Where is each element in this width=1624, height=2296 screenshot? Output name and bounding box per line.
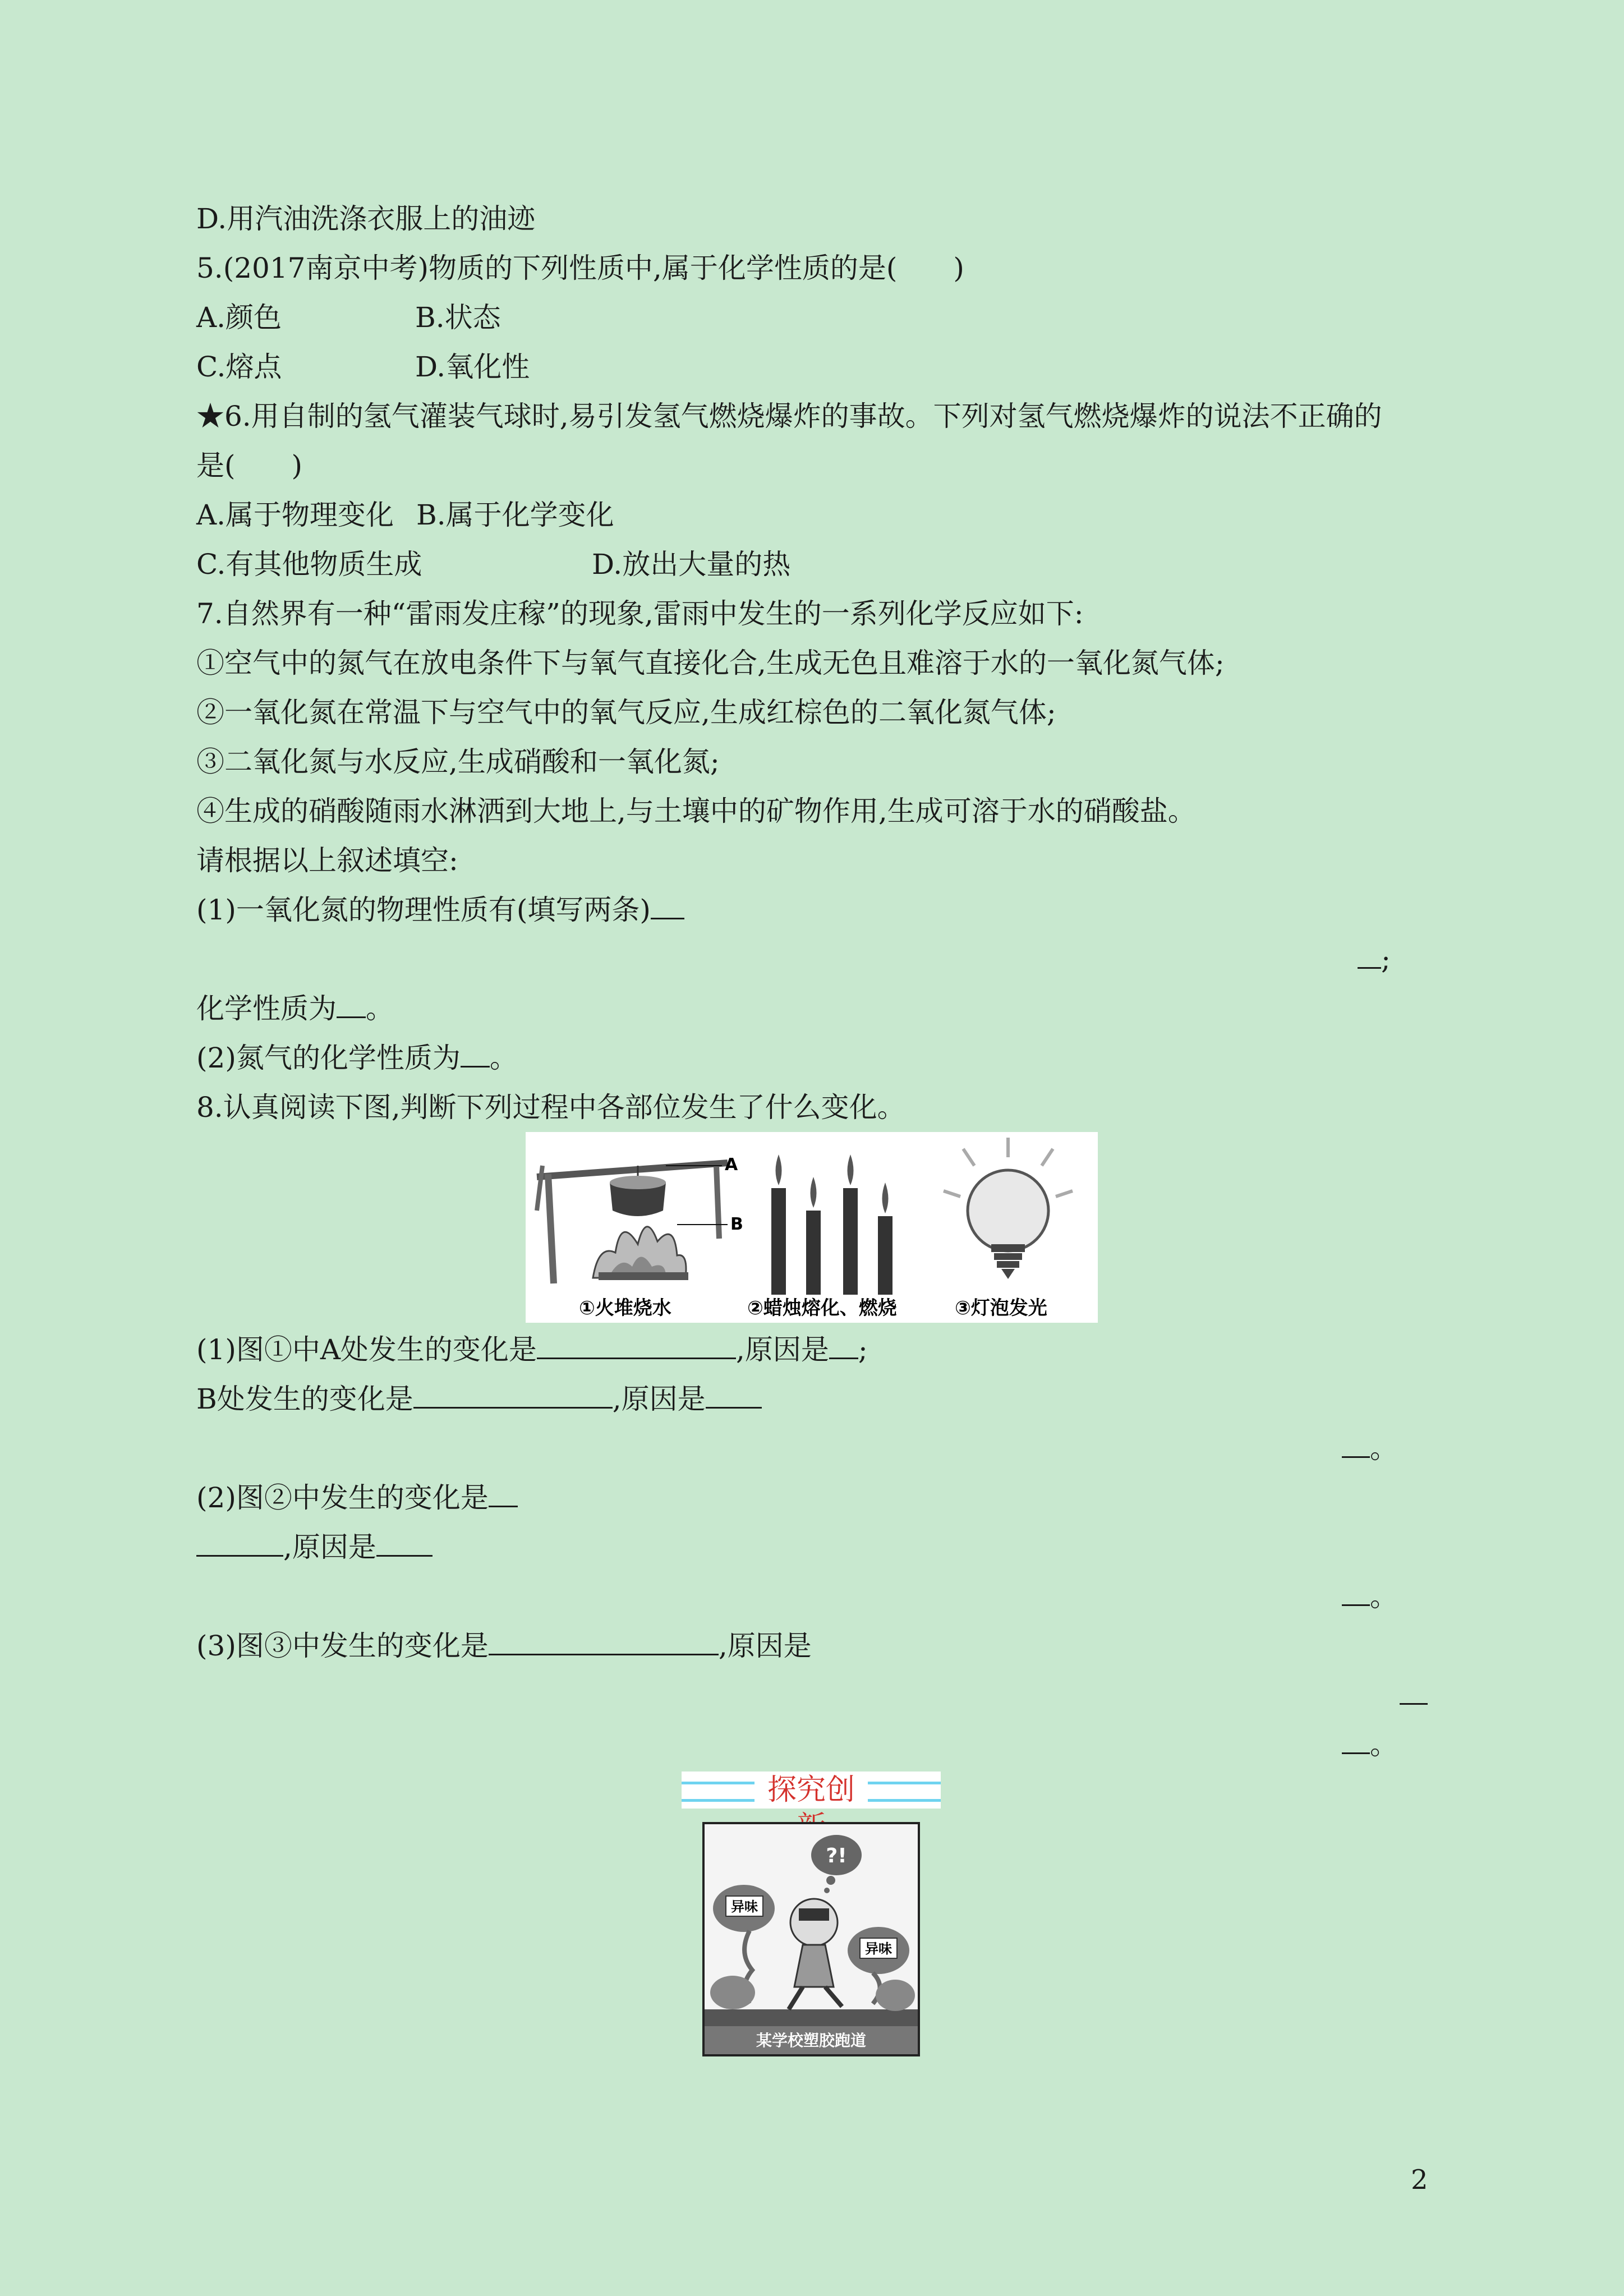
q8-part-1a-text: (1)图①中A处发生的变化是 <box>196 1333 537 1366</box>
answer-blank <box>706 1382 762 1409</box>
answer-blank <box>376 1530 433 1557</box>
q8-part-3-blank <box>1400 1677 1428 1713</box>
decorative-bar <box>682 1782 755 1802</box>
caption-2: ②蜡烛熔化、燃烧 <box>747 1297 897 1319</box>
candles-scene <box>771 1154 892 1295</box>
section-title-banner <box>682 1772 941 1809</box>
caption-3: ③灯泡发光 <box>955 1297 1047 1319</box>
answer-blank <box>1400 1678 1428 1705</box>
q8-part-2-cont: ,原因是 <box>196 1529 433 1565</box>
cartoon-art <box>705 1824 918 2054</box>
q8-part-1b: B处发生的变化是 ,原因是 <box>196 1381 762 1417</box>
label-b: B <box>730 1214 743 1234</box>
q8-part-2-end: 。 <box>1342 1579 1398 1614</box>
campfire-scene <box>537 1155 743 1283</box>
q7-fact-4: ④生成的硝酸随雨水淋洒到大地上,与土壤中的矿物作用,生成可溶于水的硝酸盐。 <box>196 795 1196 827</box>
q6-option-c: C.有其他物质生成 <box>196 548 422 581</box>
q8-part-3-end: 。 <box>1342 1727 1398 1763</box>
cloud-left-label: 异味 <box>731 1899 758 1915</box>
q6-option-b: B.属于化学变化 <box>416 499 614 531</box>
bubble-text: ?! <box>826 1844 847 1867</box>
q7-part-1-text: (1)一氧化氮的物理性质有(填写两条) <box>196 894 651 926</box>
cartoon-caption: 某学校塑胶跑道 <box>756 2031 867 2050</box>
q7-fact-1: ①空气中的氮气在放电条件下与氧气直接化合,生成无色且难溶于水的一氧化氮气体; <box>196 647 1225 679</box>
caption-1: ①火堆烧水 <box>579 1297 671 1319</box>
q6-option-a: A.属于物理变化 <box>196 499 394 531</box>
q8-figure <box>526 1132 1098 1323</box>
q7-part-2-text: (2)氮气的化学性质为 <box>196 1042 461 1074</box>
answer-blank <box>1342 1432 1370 1458</box>
answer-blank <box>461 1041 490 1068</box>
q7-fact-3: ③二氧化氮与水反应,生成硝酸和一氧化氮; <box>196 746 720 778</box>
answer-blank <box>489 1481 518 1507</box>
light-bulb-scene <box>944 1138 1073 1279</box>
question-7-stem: 7.自然界有一种“雷雨发庄稼”的现象,雷雨中发生的一系列化学反应如下: <box>196 597 1084 630</box>
q7-part-1-chem-text: 化学性质为 <box>196 992 337 1025</box>
answer-blank <box>337 992 366 1018</box>
cartoon-figure <box>702 1822 920 2056</box>
q5-option-c: C.熔点 <box>196 351 282 383</box>
answer-blank <box>537 1333 736 1359</box>
q7-part-2: (2)氮气的化学性质为 。 <box>196 1042 518 1074</box>
q8-part-3-text: (3)图③中发生的变化是 <box>196 1630 489 1662</box>
question-6-stem: ★6.用自制的氢气灌装气球时,易引发氢气燃烧爆炸的事故。下列对氢气燃烧爆炸的说法不正确的 <box>196 400 1382 432</box>
q8-part-3: (3)图③中发生的变化是 ,原因是 <box>196 1630 812 1662</box>
answer-blank <box>829 1333 858 1359</box>
q7-fact-2: ②一氧化氮在常温下与空气中的氧气反应,生成红棕色的二氧化氮气体; <box>196 696 1056 729</box>
q7-part-1-chem: 化学性质为 。 <box>196 992 394 1025</box>
q8-part-2-text: (2)图②中发生的变化是 <box>196 1481 489 1514</box>
page-number: 2 <box>1411 2164 1428 2196</box>
question-8-stem: 8.认真阅读下图,判断下列过程中各部位发生了什么变化。 <box>196 1091 905 1124</box>
q6-option-d: D.放出大量的热 <box>592 548 791 581</box>
q8-part-2 <box>196 1480 518 1516</box>
answer-blank <box>651 893 684 919</box>
q8-part-1a: (1)图①中A处发生的变化是 ,原因是 ; <box>196 1333 868 1366</box>
answer-blank <box>1342 1580 1370 1606</box>
label-a: A <box>725 1155 738 1175</box>
answer-blank <box>1342 1728 1370 1754</box>
answer-blank <box>413 1382 613 1409</box>
decorative-bar <box>868 1782 941 1802</box>
q5-option-d: D.氧化性 <box>415 351 530 383</box>
q5-option-a: A.颜色 <box>196 301 282 334</box>
q8-part-1b-text: B处发生的变化是 <box>196 1383 413 1415</box>
q8-figure-art <box>526 1132 1098 1323</box>
q5-option-b: B.状态 <box>415 301 501 334</box>
q7-instruction: 请根据以上叙述填空: <box>196 844 458 877</box>
q7-part-1-end: ; <box>1358 941 1391 977</box>
section-title: 探究创 <box>767 1773 855 1807</box>
answer-blank <box>1358 942 1381 969</box>
option-d-line: D.用汽油洗涤衣服上的油迹 <box>196 203 536 235</box>
question-5-stem: 5.(2017南京中考)物质的下列性质中,属于化学性质的是( ) <box>196 252 964 284</box>
answer-blank <box>489 1629 719 1655</box>
q8-part-1b-end: 。 <box>1342 1430 1398 1466</box>
cloud-right-label: 异味 <box>865 1941 892 1957</box>
question-6-stem-cont: 是( ) <box>196 449 303 482</box>
answer-blank <box>196 1530 283 1557</box>
q7-part-1 <box>196 892 684 928</box>
